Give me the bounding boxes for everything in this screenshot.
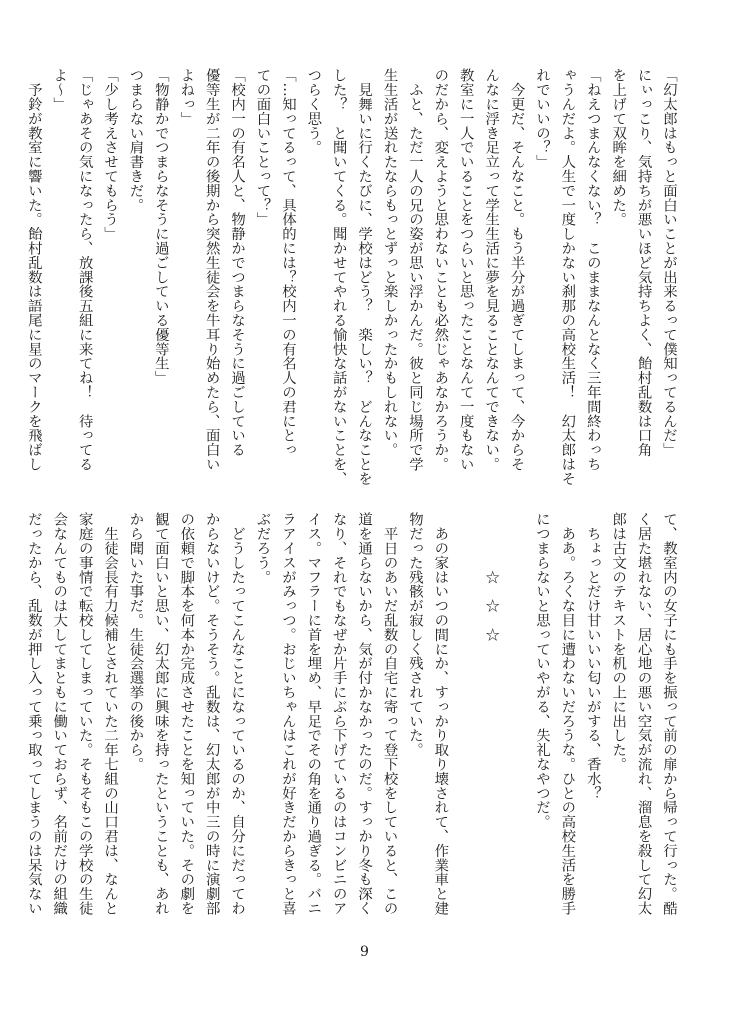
text-line: ふと、ただ一人の兄の姿が思い浮かんだ。彼と同じ場所で学 bbox=[406, 68, 423, 472]
text-line bbox=[503, 512, 528, 952]
text-line: ゃうんだよ。人生で一度しかない刹那の高校生活！ 幻太郎はそ bbox=[559, 68, 576, 486]
text-line: て、教室内の女子にも手を振って前の扉から帰って行った。酷 bbox=[661, 512, 677, 916]
text-line: 観て面白いと思い、幻太郎に興味を持ったということも、あれ bbox=[152, 512, 169, 916]
text-line: 平日のあいだ乱数の自宅に寄って登下校をしていると、この bbox=[381, 512, 398, 916]
text-line: つまらない肩書きだ。 bbox=[127, 68, 144, 212]
text-line: 家庭の事情で転校してしまっていた。そもそもこの学校の生徒 bbox=[76, 512, 93, 916]
text-line: つらく思う。 bbox=[305, 68, 322, 155]
lower-text-block bbox=[25, 512, 681, 952]
text-line: よ～」 bbox=[51, 68, 68, 112]
text-line: 「物静かでつまらなそうに過ごしている優等生」 bbox=[152, 68, 169, 385]
text-line: んなに浮き足立って学生生活に夢を見ることなんてできない。 bbox=[483, 68, 500, 472]
text-line: あの家はいつの間にか、すっかり取り壊されて、作業車と建 bbox=[432, 512, 449, 916]
page-number: 9 bbox=[360, 944, 369, 960]
text-line: だったから、乱数が押し入って乗っ取ってしまうのは呆気ない bbox=[25, 512, 42, 916]
text-line: 会なんてものは大してまともに働いておらず、名前だけの組織 bbox=[51, 512, 68, 916]
text-line: 道を通らないから、気が付かなかったのだ。すっかり冬も深く bbox=[356, 512, 373, 916]
text-line: 優等生が二年の後期から突然生徒会を牛耳り始めたら、面白い bbox=[203, 68, 220, 472]
text-line: 「…知ってるって、具体的には？校内一の有名人の君にとっ bbox=[279, 68, 296, 457]
text-line: イス。マフラーに首を埋め、早足でその角を通り過ぎる。バニ bbox=[305, 512, 322, 916]
text-line: を上げて双眸を細めた。 bbox=[610, 68, 627, 227]
text-line: 今更だ、そんなこと。もう半分が過ぎてしまって、今からそ bbox=[508, 68, 525, 472]
text-line bbox=[452, 512, 477, 952]
text-line: 「少し考えさせてもらう」 bbox=[102, 68, 119, 241]
text-line: 郎は古文のテキストを机の上に出した。 bbox=[610, 512, 627, 772]
text-line: 「ねえつまんなくない？ このままなんとなく三年間終わっち bbox=[584, 68, 601, 472]
text-line: 生徒会長有力候補とされていた二年七組の山口君は、なんと bbox=[102, 512, 119, 916]
text-line: の依頼で脚本を何本か完成させたことを知っていた。その劇を bbox=[178, 512, 195, 916]
text-line: ラアイスがみっつ。おじいちゃんはこれが好きだからきっと喜 bbox=[279, 512, 296, 916]
text-line: 物だった残骸が寂しく残されていた。 bbox=[406, 512, 423, 757]
text-line: ちょっとだけ甘いいい匂いがする、香水？ bbox=[584, 512, 601, 800]
text-line: ☆ ☆ ☆ bbox=[483, 512, 500, 642]
text-line: れでいいの？」 bbox=[533, 68, 550, 169]
text-line: よねっ」 bbox=[178, 68, 195, 126]
text-line: にぃっこり、気持ちが悪いほど気持ちよく、飴村乱数は口角 bbox=[635, 68, 652, 457]
text-line: 予鈴が教室に響いた。飴村乱数は語尾に星のマークを飛ばし bbox=[25, 68, 42, 472]
text-line: なり、それでもなぜか片手にぶら下げているのはコンビニのア bbox=[330, 512, 347, 916]
text-line: ぶだろう。 bbox=[254, 512, 271, 584]
text-line: ての面白いことって？」 bbox=[254, 68, 271, 227]
text-line: く居た堪れない、居心地の悪い空気が流れ、溜息を殺して幻太 bbox=[635, 512, 652, 916]
text-line: のだから、変えようと思わないことも必然じゃあなかろうか。 bbox=[432, 68, 449, 472]
text-line: した？ と聞いてくる。聞かせてやれる愉快な話がないことを、 bbox=[330, 68, 347, 486]
text-line: 「じゃあその気になったら、放課後五組に来てね！ 待ってる bbox=[76, 68, 93, 472]
text-line: 生生活が送れたならもっとずっと楽しかったかもしれない。 bbox=[381, 68, 398, 457]
text-line: ああ。ろくな目に遭わないだろうな。ひとの高校生活を勝手 bbox=[559, 512, 576, 916]
upper-text-block bbox=[25, 68, 681, 488]
text-line: 「幻太郎はもっと面白いことが出来るって僕知ってるんだ」 bbox=[661, 68, 677, 457]
text-line: どうしたってこんなことになっているのか、自分にだってわ bbox=[229, 512, 246, 916]
text-line: につまらないと思っていやがる、失礼なやつだ。 bbox=[533, 512, 550, 829]
text-line: 教室に一人でいることをつらいと思ったことなんて一度もない bbox=[457, 68, 474, 472]
text-line: 「校内一の有名人と、物静かでつまらなそうに過ごしている bbox=[229, 68, 246, 457]
text-line: から聞いた事だ。生徒会選挙の後から。 bbox=[127, 512, 144, 772]
text-line: からないけど。そうそう。乱数は、幻太郎が中三の時に演劇部 bbox=[203, 512, 220, 916]
text-line: 見舞いに行くたびに、学校はどう？ 楽しい？ どんなことを bbox=[356, 68, 373, 486]
